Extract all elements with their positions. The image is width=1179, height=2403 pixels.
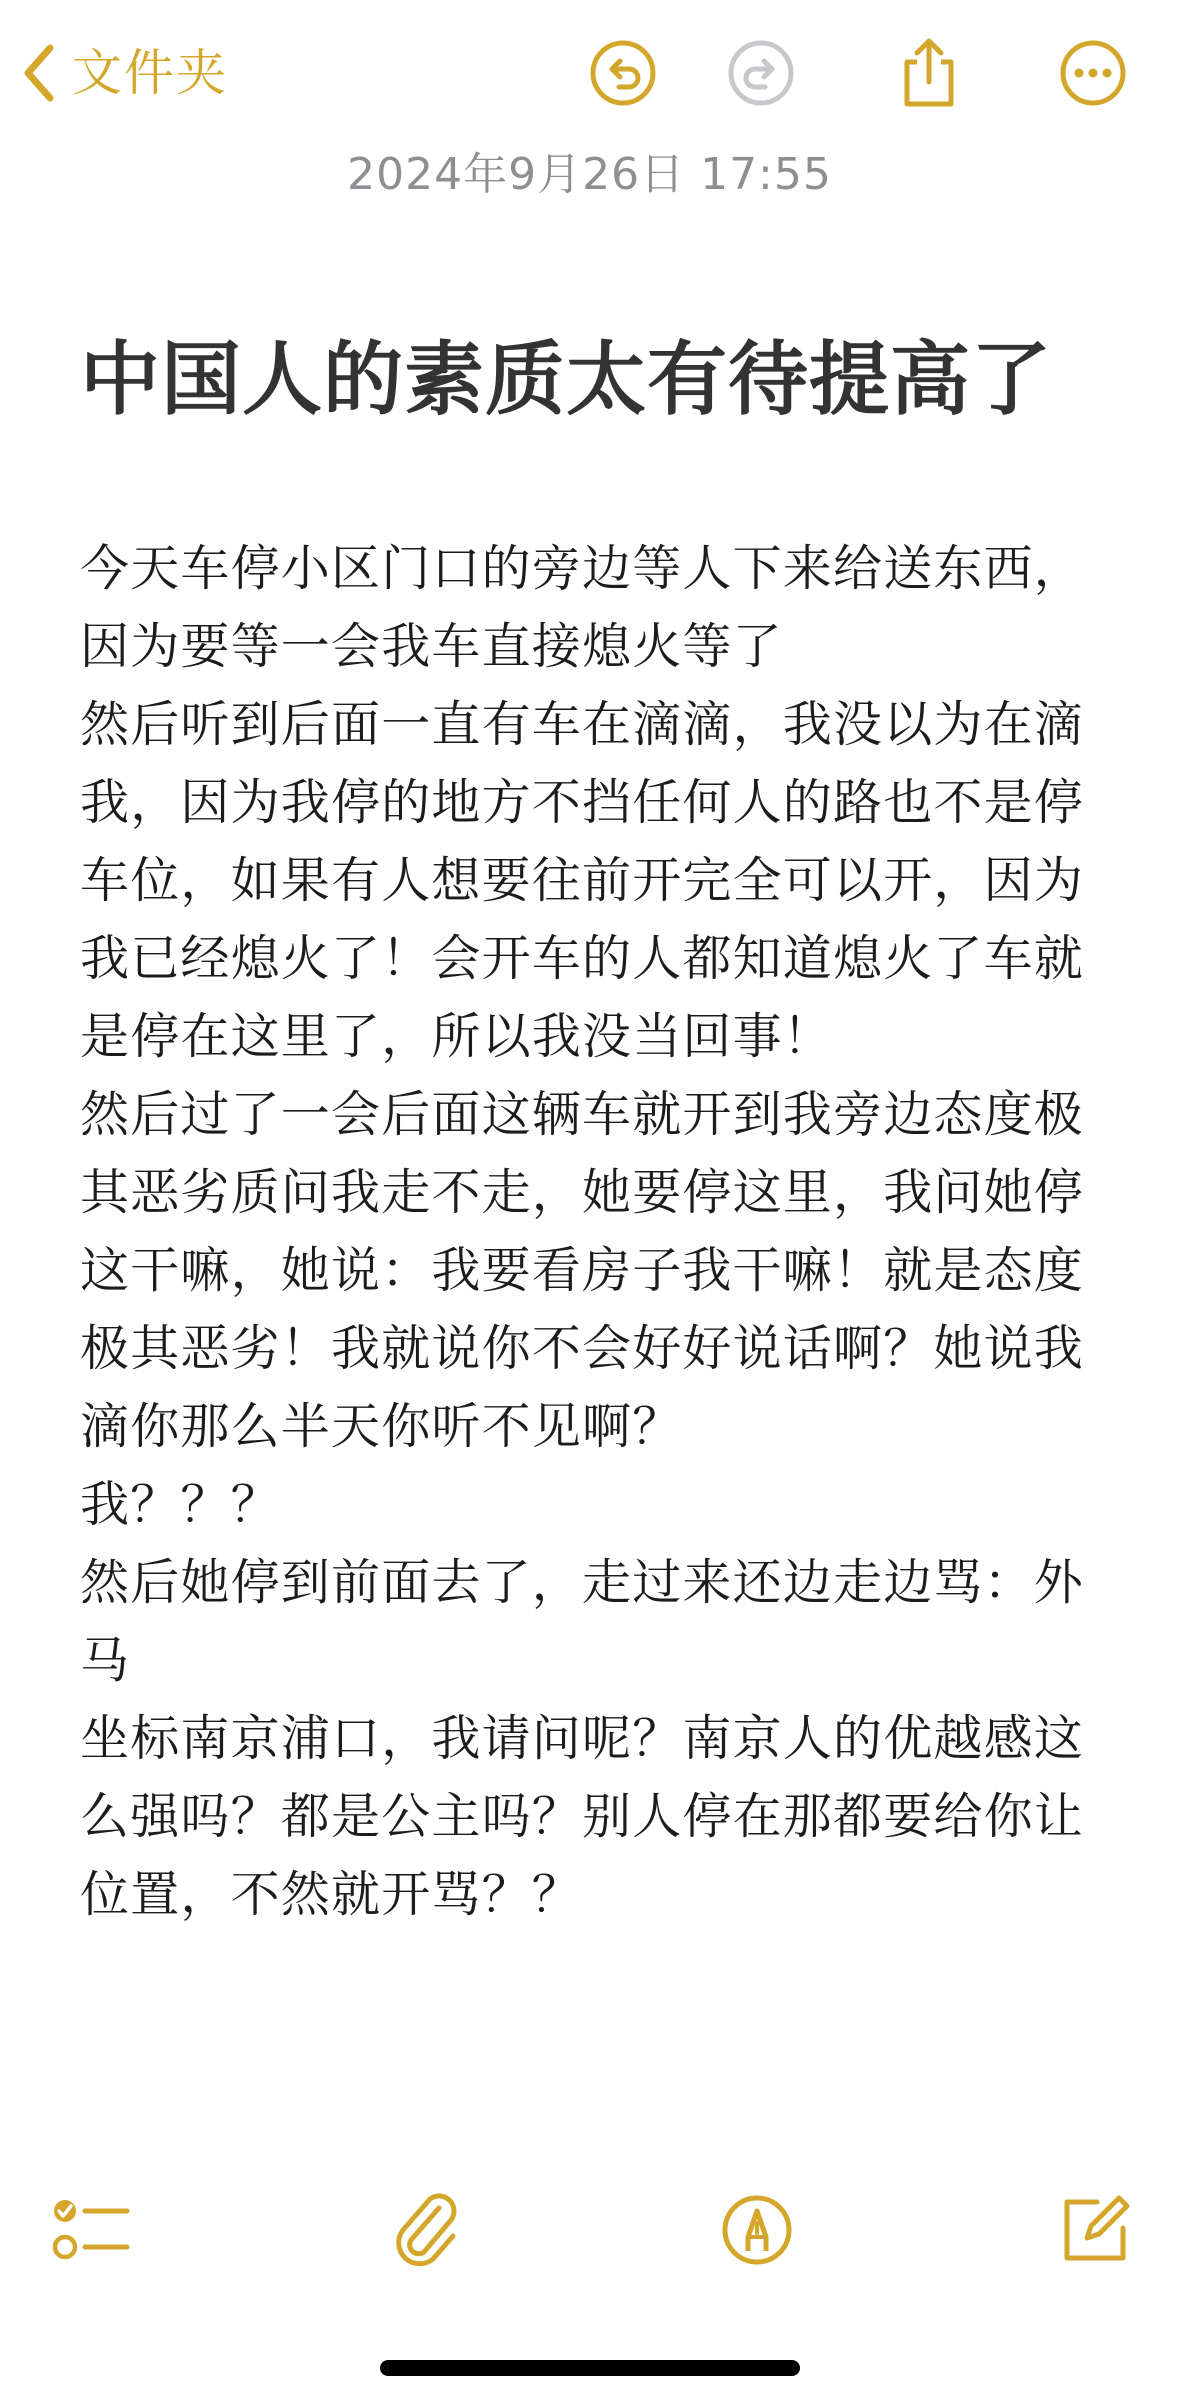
paperclip-icon (387, 2190, 467, 2270)
note-date: 2024年9月26日 17:55 (347, 149, 832, 200)
undo-button[interactable] (586, 36, 660, 110)
markup-button[interactable] (712, 2185, 802, 2275)
note-title[interactable]: 中国人的素质太有待提高了 (80, 333, 1052, 426)
attachment-button[interactable] (382, 2185, 472, 2275)
redo-button[interactable] (724, 36, 798, 110)
share-icon (897, 36, 961, 110)
more-icon (1059, 39, 1127, 107)
share-button[interactable] (892, 36, 966, 110)
note-content[interactable] (80, 330, 1110, 1934)
bottom-toolbar (0, 2185, 1179, 2295)
undo-icon (589, 39, 657, 107)
compose-button[interactable] (1050, 2185, 1140, 2275)
back-label: 文件夹 (72, 44, 228, 102)
checklist-icon (51, 2195, 131, 2265)
more-options-button[interactable] (1056, 36, 1130, 110)
home-indicator[interactable] (380, 2360, 800, 2376)
note-body[interactable]: 今天车停小区门口的旁边等人下来给送东西， 因为要等一会我车直接熄火等了 然后听到后面一直有车在滴滴，我没以为在滴 我，因为我停的地方不挡任何人的路也不是停 车位，如果有人想要往前开完全可以开，因为 我已经熄火了！会开车的人都知道熄火了车就 是停在这里了，所以我没当回事！ 然后过了一会后面这辆车就开到我旁边态度极 其恶劣质问我走不走，她要停这里，我问她停 这干嘛，她说：我要看房子我干嘛！就是态度 极其恶劣！我就说你不会好好说话啊？她说我 滴你那么半天你听不见啊？ 我？？？ 然后她停到前面去了，走过来还边走边骂：外 马 坐标南京浦口，我请问呢？南京人的优越感这 么强吗？都是公主吗？别人停在那都要给你让 位置，不然就开骂？？ (80, 540, 1085, 1923)
markup-pen-icon (720, 2193, 794, 2267)
back-to-folders-button[interactable] (22, 36, 228, 110)
navigation-bar (0, 0, 1179, 150)
checklist-button[interactable] (46, 2185, 136, 2275)
compose-icon (1057, 2192, 1133, 2268)
redo-icon (727, 39, 795, 107)
chevron-left-icon (22, 44, 56, 102)
